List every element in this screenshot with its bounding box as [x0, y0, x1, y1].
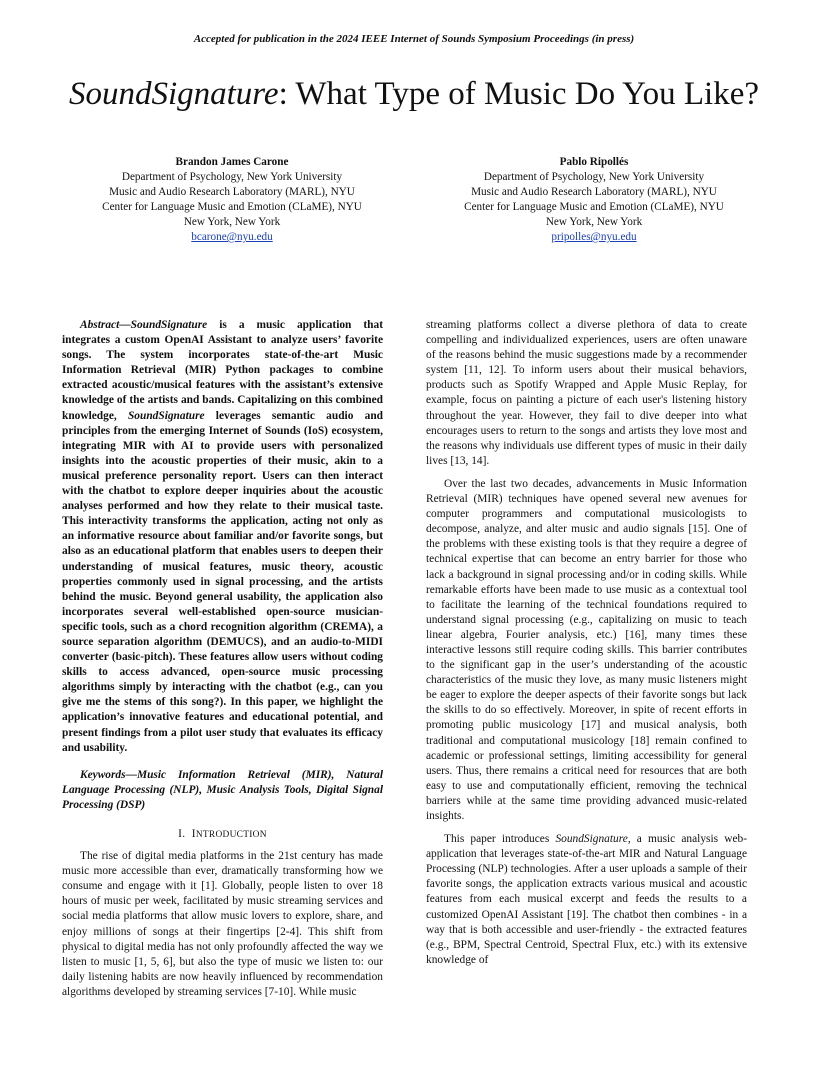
publication-banner: Accepted for publication in the 2024 IEEE Internet of Sounds Symposium Proceedings (in press) [193, 33, 635, 45]
author-name: Pablo Ripollés [559, 156, 629, 168]
title-italic: SoundSignature [68, 76, 279, 112]
intro-paragraph-3 [426, 832, 747, 968]
abstract [62, 318, 383, 756]
abstract-italic: SoundSignature [127, 409, 205, 422]
p3-text-a: This paper introduces [444, 833, 556, 846]
author-block-1 [82, 155, 382, 245]
author-email-link[interactable]: pripolles@nyu.edu [551, 231, 637, 243]
intro-paragraph-2: Over the last two decades, advancements in Music Information Retrieval (MIR) techniques have opened several new avenues for computer programmers and computational musicologists to decompose, analyze, and alter music and audio signals [15]. One of the problems with these existing tools is that they require a degree of technical expertise that can become an entry barrier for those who lack a background in signal processing and/or in coding skills. While remarkable efforts have been made to use music as a contextual tool to facilitate the learning of the technical foundations required to understand signal processing (e.g., capitalizing on music to teach linear algebra, Fourier analysis, etc.) [16], many times these interactive lessons still require coding skills. This barrier contributes to the significant gap in the user’s understanding of the acoustic characteristics of the music they love, as many music listeners might be eager to explore the deeper aspects of their favorite songs but lack the skills to do so effectively. Moreover, in spite of recent efforts in promoting public musicology [17] and musical analysis, both traditional and computational musicology [18] remain confined to academic or professional settings, limiting accessibility for general users. Thus, there remains a critical need for resources that are both easy to use and computationally efficient, removing the technical barriers while at the same time providing advanced music-related insights. [426, 477, 747, 822]
abstract-text-2: leverages semantic audio and principles from the emerging Internet of Sounds (IoS) ecosystem, integrating MIR with AI to provide users with personalized insights into the acoustic properties of their music, akin to a musical preference personality report. Users can then interact with the chatbot to explore deeper inquiries about the acoustic analyses performed and how they relate to their musical taste. This interactivity transforms the application, acting not only as an informative resource about familiar and/or favorite songs, but also as an educational platform that enables users to deepen their understanding of musical features, music theory, acoustic properties commonly used in signal processing, and the artists behind the music. Beyond general usability, the application also incorporates several well-established open-source musician-specific tools, such as a chord recognition algorithm (CREMA), a source separation algorithm (DEMUCS), and an audio-to-MIDI converter (basic-pitch). These features allow users without coding skills to access advanced, open-source music processing algorithms simply by interacting with the chatbot (e.g., can you give me the stems of this song?). In this paper, we highlight the application’s innovative features and educational potential, and present findings from a pilot user study that evaluates its efficacy and usability. [62, 409, 383, 754]
author-center: Center for Language Music and Emotion (CLaME), NYU [102, 201, 362, 213]
author-dept: Department of Psychology, New York University [121, 171, 343, 183]
paper-title [0, 72, 828, 116]
abstract-lead: Abstract—SoundSignature [80, 319, 208, 331]
title-rest: : What Type of Music Do You Like? [278, 76, 760, 112]
author-city: New York, New York [545, 216, 643, 228]
author-center: Center for Language Music and Emotion (CLaME), NYU [464, 201, 724, 213]
author-email-link[interactable]: bcarone@nyu.edu [191, 231, 273, 243]
author-name: Brandon James Carone [175, 156, 289, 168]
author-lab: Music and Audio Research Laboratory (MARL), NYU [471, 186, 717, 198]
section-first-letter: I [191, 828, 196, 840]
intro-paragraph-1-part-a: The rise of digital media platforms in the 21st century has made music more accessible than ever, dramatically transforming how we consume and engage with it [1]. Globally, people listen to over 18 hours of music per week, facilitated by music streaming services and social media platforms that allow music lovers to explore, share, and enjoy millions of songs at their fingertips [2-4]. This shift from physical to digital media has not only profoundly affected the way we listen to music [1, 5, 6], but also the type of music we listen to: our daily listening habits are now heavily influenced by recommendation algorithms developed by streaming services [7-10]. While music [62, 850, 383, 998]
author-city: New York, New York [183, 216, 281, 228]
p3-italic: SoundSignature [555, 833, 628, 846]
section-heading-introduction [62, 827, 383, 843]
keywords: Keywords—Music Information Retrieval (MIR), Natural Language Processing (NLP), Music Analysis Tools, Digital Signal Processing (DSP) [62, 768, 383, 811]
author-lab: Music and Audio Research Laboratory (MARL), NYU [109, 186, 355, 198]
p3-text-b: , a music analysis web-application that leverages state-of-the-art MIR and Natural Language Processing (NLP) technologies. After a user uploads a sample of their favorite songs, the application extracts various musical and acoustic features from each musical excerpt and feeds the results to a customized OpenAI Assistant [19]. The chatbot then combines ‐ in a way that is both accessible and user-friendly ‐ the extracted features (e.g., BPM, Spectral Centroid, Spectral Flux, etc.) with its extensive knowledge of [426, 833, 747, 966]
abstract-text-1: is a music application that integrates a custom OpenAI Assistant to analyze users’ favorite songs. The system incorporates state-of-the-art Music Information Retrieval (MIR) Python packages to combine extracted acoustic/musical features with the assistant’s extensive knowledge of the artists and bands. Capitalizing on this combined knowledge, [62, 319, 383, 422]
author-dept: Department of Psychology, New York University [483, 171, 705, 183]
section-numeral: I. [178, 828, 186, 840]
left-column [62, 318, 383, 1000]
section-smallcaps: NTRODUCTION [195, 830, 267, 840]
right-column [426, 318, 747, 968]
intro-paragraph-1-part-b: streaming platforms collect a diverse plethora of data to create compelling and individualized experiences, users are often unaware of the reasons behind the music suggestions made by a recommender system [11, 12]. To inform users about their musical behaviors, products such as Spotify Wrapped and Apple Music Replay, for example, focus on painting a picture of each user's listening history throughout the year. However, they fail to dive deeper into what encourages users to return to the songs and artists they love most and the reasons why individuals use different types of music in their daily lives [13, 14]. [426, 319, 747, 467]
author-block-2 [444, 155, 744, 245]
